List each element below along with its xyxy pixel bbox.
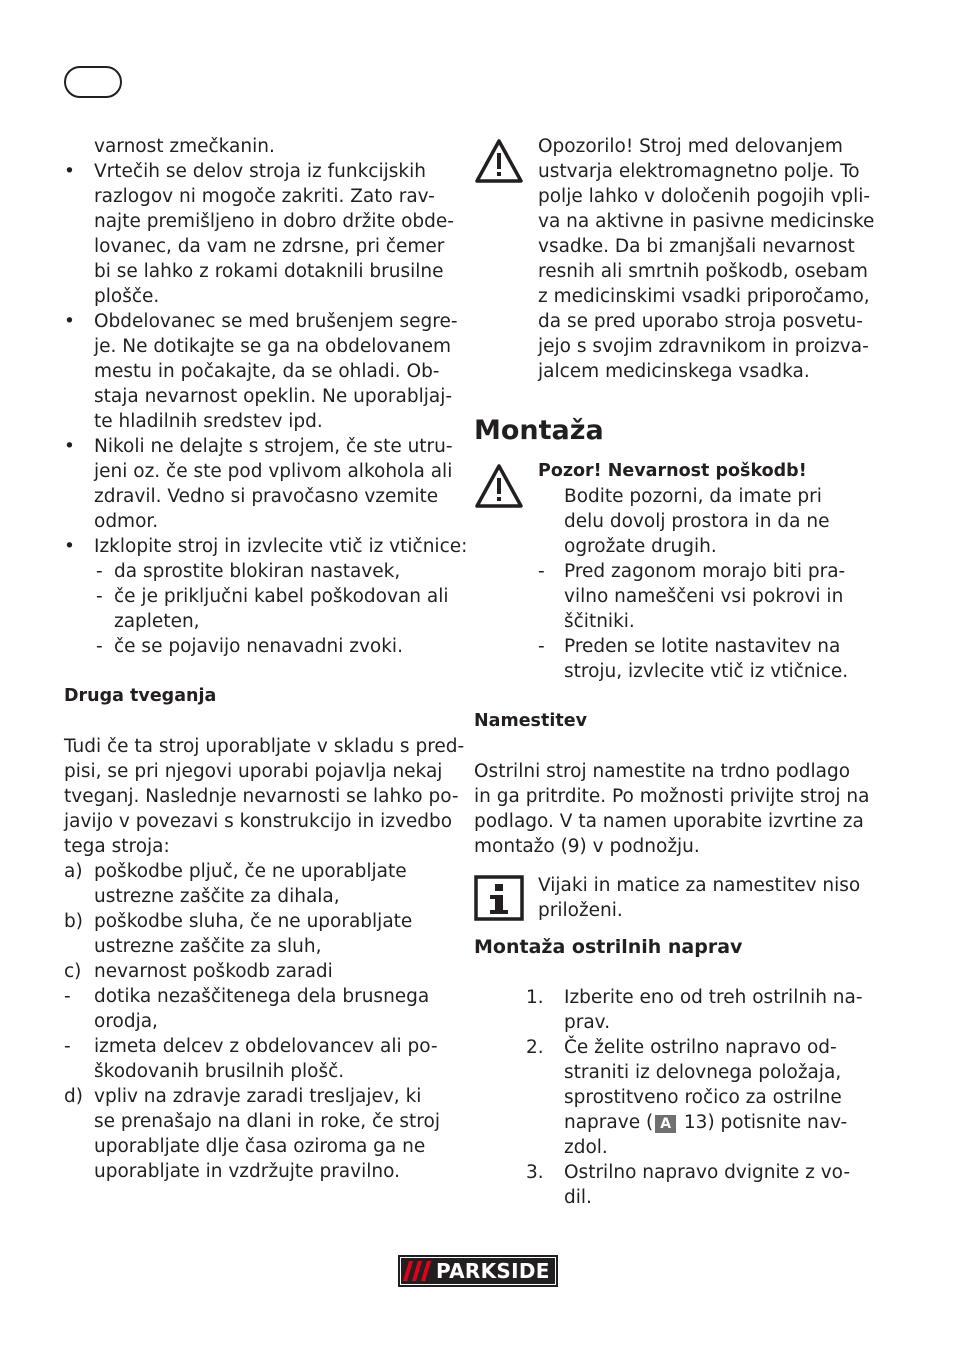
logo-slashes-icon bbox=[402, 1259, 436, 1283]
text-line: in ga pritrdite. Po možnosti privijte stroj na bbox=[474, 786, 870, 807]
line-text: prav. bbox=[564, 1012, 611, 1033]
text-line bbox=[64, 784, 459, 809]
text-line bbox=[474, 1110, 866, 1135]
line-text: dotika nezaščitenega dela brusnega bbox=[94, 986, 430, 1007]
text-line: zdol. bbox=[564, 1137, 608, 1158]
line-text: sprostitveno ročico za ostrilne bbox=[564, 1087, 842, 1108]
logo-wordmark: PARKSIDE bbox=[436, 1259, 550, 1283]
text-line: priloženi. bbox=[538, 900, 623, 921]
text-line: ustvarja elektromagnetno polje. To bbox=[538, 161, 860, 182]
line-text: Če želite ostrilno napravo od- bbox=[564, 1037, 837, 1058]
line-text: Preden se lotite nastavitev na bbox=[564, 636, 841, 657]
text-line bbox=[64, 509, 454, 534]
figure-badge: A bbox=[655, 1115, 676, 1133]
text-line bbox=[64, 1059, 454, 1084]
text-line bbox=[64, 559, 454, 584]
bullet-marker: • bbox=[64, 161, 75, 182]
line-text: te hladilnih sredstev ipd. bbox=[94, 411, 323, 432]
list-marker: a) bbox=[64, 861, 83, 882]
info-text bbox=[538, 873, 866, 923]
line-text: stroju, izvlecite vtič iz vtičnice. bbox=[564, 661, 849, 682]
text-line bbox=[64, 834, 454, 859]
text-line bbox=[64, 384, 454, 409]
text-line bbox=[64, 259, 454, 284]
line-text: Nikoli ne delajte s strojem, če ste utru- bbox=[94, 436, 453, 457]
text-line bbox=[474, 584, 866, 609]
line-text: jeni oz. če ste pod vplivom alkohola ali bbox=[94, 461, 453, 482]
text-line bbox=[64, 1134, 454, 1159]
text-line bbox=[474, 1185, 866, 1210]
line-text: bi se lahko z rokami dotaknili brusilne bbox=[94, 261, 444, 282]
line-text: javijo v povezavi s konstrukcijo in izvedbo bbox=[64, 811, 453, 832]
line-text: Tudi če ta stroj uporabljate v skladu s pred- bbox=[64, 736, 465, 757]
bullet-marker: • bbox=[64, 536, 75, 557]
install-heading: Namestitev bbox=[474, 711, 587, 731]
text-line bbox=[474, 1160, 866, 1185]
caution-title: Pozor! Nevarnost poškodb! bbox=[538, 461, 807, 481]
list-marker: - bbox=[96, 586, 103, 607]
line-text: uporabljate in vzdržujte pravilno. bbox=[94, 1161, 400, 1182]
line-text: tega stroja: bbox=[64, 836, 170, 857]
emf-warning-text bbox=[538, 134, 875, 384]
text-line bbox=[64, 159, 454, 184]
list-marker: - bbox=[96, 636, 103, 657]
line-text: poškodbe pljuč, če ne uporabljate bbox=[94, 861, 407, 882]
line-text: Obdelovanec se med brušenjem segre- bbox=[94, 311, 458, 332]
step-number: 3. bbox=[526, 1162, 544, 1183]
info-icon bbox=[474, 875, 524, 921]
left-column bbox=[64, 134, 468, 1184]
text-line bbox=[474, 484, 866, 509]
text-line bbox=[64, 1034, 454, 1059]
text-line bbox=[474, 659, 866, 684]
section-heading: Druga tveganja bbox=[64, 686, 217, 706]
text-line: vsadke. Da bi zmanjšali nevarnost bbox=[538, 236, 855, 257]
text-line: z medicinskimi vsadki priporočamo, bbox=[538, 286, 870, 307]
line-text: poškodbe sluha, če ne uporabljate bbox=[94, 911, 413, 932]
text-line: montažo (9) v podnožju. bbox=[474, 836, 700, 857]
parkside-logo bbox=[398, 1255, 558, 1287]
spacer bbox=[64, 709, 454, 734]
text-line: jejo s svojim zdravnikom in proizva- bbox=[538, 336, 869, 357]
text-line bbox=[64, 209, 454, 234]
line-text: Ostrilno napravo dvignite z vo- bbox=[564, 1162, 850, 1183]
list-marker: c) bbox=[64, 961, 82, 982]
text-line bbox=[64, 1159, 454, 1184]
text-line bbox=[474, 985, 866, 1010]
warning-triangle-icon bbox=[474, 138, 524, 184]
line-text: najte premišljeno in dobro držite obde- bbox=[94, 211, 454, 232]
section-title: Montaža bbox=[474, 415, 604, 446]
text-line bbox=[474, 559, 866, 584]
step-number: 2. bbox=[526, 1037, 544, 1058]
text-line bbox=[474, 509, 866, 534]
line-text: ogrožate drugih. bbox=[564, 536, 717, 557]
line-text: zapleten, bbox=[114, 611, 200, 632]
line-text: tveganj. Naslednje nevarnosti se lahko po- bbox=[64, 786, 459, 807]
right-column bbox=[474, 134, 875, 1210]
info-block bbox=[474, 873, 866, 923]
line-text: ščitniki. bbox=[564, 611, 635, 632]
bullet-marker: • bbox=[64, 436, 75, 457]
text-line: jalcem medicinskega vsadka. bbox=[538, 361, 810, 382]
text-line bbox=[64, 934, 454, 959]
line-text: staja nevarnost opeklin. Ne uporabljaj- bbox=[94, 386, 453, 407]
text-line bbox=[64, 634, 454, 659]
line-text: je. Ne dotikajte se ga na obdelovanem bbox=[94, 336, 452, 357]
text-line bbox=[64, 534, 468, 559]
text-line: Vijaki in matice za namestitev niso bbox=[538, 875, 861, 896]
caution-block bbox=[474, 459, 866, 684]
text-line bbox=[64, 809, 454, 834]
line-text: ustrezne zaščite za sluh, bbox=[94, 936, 322, 957]
text-line: da se pred uporabo stroja posvetu- bbox=[538, 311, 863, 332]
text-line bbox=[64, 609, 454, 634]
line-text: mestu in počakajte, da se ohladi. Ob- bbox=[94, 361, 440, 382]
line-text: če se pojavijo nenavadni zvoki. bbox=[114, 636, 403, 657]
text-line bbox=[474, 534, 866, 559]
line-text: 13) potisnite nav- bbox=[678, 1112, 848, 1133]
line-text: straniti iz delovnega položaja, bbox=[564, 1062, 842, 1083]
text-line bbox=[64, 134, 454, 159]
line-text: se prenašajo na dlani in roke, če stroj bbox=[94, 1111, 440, 1132]
line-text: ustrezne zaščite za dihala, bbox=[94, 886, 340, 907]
line-text: pisi, se pri njegovi uporabi pojavlja nekaj bbox=[64, 761, 443, 782]
line-text: izmeta delcev z obdelovancev ali po- bbox=[94, 1036, 438, 1057]
bullet-marker: • bbox=[64, 311, 75, 332]
step-number: 1. bbox=[526, 987, 544, 1008]
text-line bbox=[64, 759, 454, 784]
line-text: Izklopite stroj in izvlecite vtič iz vtičnice: bbox=[94, 536, 468, 557]
text-line: va na aktivne in pasivne medicinske bbox=[538, 211, 875, 232]
text-line bbox=[64, 859, 454, 884]
line-text: Vrtečih se delov stroja iz funkcijskih bbox=[94, 161, 426, 182]
line-text: dil. bbox=[564, 1187, 592, 1208]
text-line bbox=[64, 884, 454, 909]
text-line bbox=[64, 284, 454, 309]
list-marker: - bbox=[96, 561, 103, 582]
line-text: orodja, bbox=[94, 1011, 158, 1032]
text-line bbox=[64, 334, 454, 359]
line-text: da sprostite blokiran nastavek, bbox=[114, 561, 401, 582]
line-text: Izberite eno od treh ostrilnih na- bbox=[564, 987, 863, 1008]
text-line bbox=[64, 734, 465, 759]
line-text: delu dovolj prostora in da ne bbox=[564, 511, 830, 532]
text-line: resnih ali smrtnih poškodb, osebam bbox=[538, 261, 868, 282]
line-text: odmor. bbox=[94, 511, 159, 532]
text-line bbox=[64, 309, 458, 334]
spacer bbox=[64, 659, 454, 684]
text-line bbox=[64, 1109, 454, 1134]
list-marker: d) bbox=[64, 1086, 83, 1107]
list-marker: - bbox=[64, 1036, 71, 1057]
line-text: Bodite pozorni, da imate pri bbox=[564, 486, 822, 507]
text-line bbox=[474, 1060, 866, 1085]
language-badge bbox=[64, 66, 122, 98]
text-line bbox=[474, 1085, 866, 1110]
text-line bbox=[64, 1084, 454, 1109]
text-line bbox=[474, 634, 866, 659]
text-line bbox=[64, 984, 454, 1009]
text-line: Opozorilo! Stroj med delovanjem bbox=[538, 136, 843, 157]
line-text: vpliv na zdravje zaradi tresljajev, ki bbox=[94, 1086, 422, 1107]
text-line bbox=[64, 459, 454, 484]
text-line bbox=[474, 1035, 866, 1060]
line-text: nevarnost poškodb zaradi bbox=[94, 961, 333, 982]
line-text: razlogov ni mogoče zakriti. Zato rav- bbox=[94, 186, 435, 207]
text-line bbox=[474, 1010, 866, 1035]
line-text: škodovanih brusilnih plošč. bbox=[94, 1061, 345, 1082]
devices-heading: Montaža ostrilnih naprav bbox=[474, 936, 743, 958]
text-line bbox=[64, 409, 454, 434]
text-line bbox=[474, 609, 866, 634]
text-line bbox=[64, 359, 454, 384]
text-line bbox=[64, 909, 454, 934]
line-text: uporabljate dlje časa oziroma ga ne bbox=[94, 1136, 426, 1157]
line-text: varnost zmečkanin. bbox=[94, 136, 275, 157]
line-text: plošče. bbox=[94, 286, 160, 307]
text-line: podlago. V ta namen uporabite izvrtine za bbox=[474, 811, 864, 832]
line-text: vilno nameščeni vsi pokrovi in bbox=[564, 586, 844, 607]
emf-warning-block bbox=[474, 134, 875, 384]
line-text: če je priključni kabel poškodovan ali bbox=[114, 586, 449, 607]
text-line bbox=[64, 584, 454, 609]
text-line bbox=[64, 1009, 454, 1034]
list-marker: b) bbox=[64, 911, 83, 932]
text-line bbox=[64, 484, 454, 509]
text-line: polje lahko v določenih pogojih vpli- bbox=[538, 186, 871, 207]
list-marker: - bbox=[538, 561, 545, 582]
list-marker: - bbox=[538, 636, 545, 657]
list-marker: - bbox=[64, 986, 71, 1007]
text-line bbox=[64, 234, 454, 259]
text-line bbox=[64, 959, 454, 984]
text-line bbox=[64, 434, 454, 459]
text-line: Ostrilni stroj namestite na trdno podlago bbox=[474, 761, 851, 782]
line-text: lovanec, da vam ne zdrsne, pri čemer bbox=[94, 236, 445, 257]
line-text: Pred zagonom morajo biti pra- bbox=[564, 561, 846, 582]
text-line bbox=[64, 184, 454, 209]
line-text: naprave ( bbox=[564, 1112, 654, 1133]
line-text: zdravil. Vedno si pravočasno vzemite bbox=[94, 486, 439, 507]
